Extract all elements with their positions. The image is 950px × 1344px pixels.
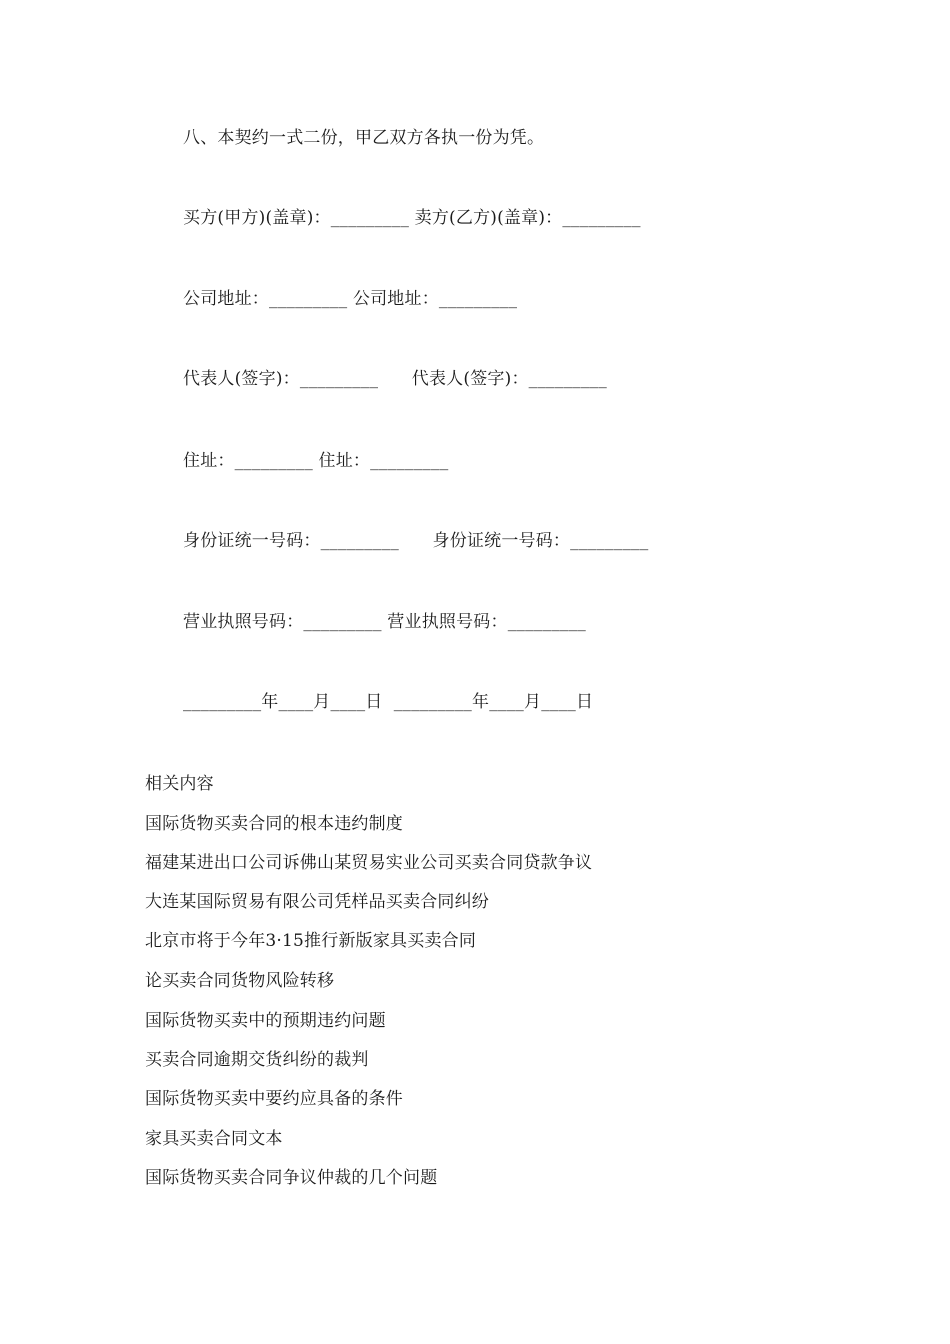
related-link[interactable]: 国际货物买卖中要约应具备的条件 (145, 1089, 403, 1109)
related-link[interactable]: 福建某进出口公司诉佛山某贸易实业公司买卖合同贷款争议 (145, 853, 593, 873)
signature-seal-line: 买方(甲方)(盖章)：_________ 卖方(乙方)(盖章)：_________ (183, 208, 641, 228)
related-link[interactable]: 论买卖合同货物风险转移 (145, 971, 335, 991)
company-address-line: 公司地址：_________ 公司地址：_________ (183, 289, 518, 309)
related-link[interactable]: 家具买卖合同文本 (145, 1129, 283, 1149)
date-line: _________年____月____日 _________年____月____日 (183, 692, 594, 712)
residence-line: 住址：_________ 住址：_________ (183, 451, 449, 471)
related-heading: 相关内容 (145, 774, 214, 794)
related-link[interactable]: 国际货物买卖合同争议仲裁的几个问题 (145, 1168, 438, 1188)
related-link[interactable]: 大连某国际贸易有限公司凭样品买卖合同纠纷 (145, 892, 489, 912)
related-link[interactable]: 国际货物买卖合同的根本违约制度 (145, 814, 403, 834)
representative-line: 代表人(签字)：_________ 代表人(签字)：_________ (183, 369, 607, 389)
related-link[interactable]: 国际货物买卖中的预期违约问题 (145, 1011, 386, 1031)
id-number-line: 身份证统一号码：_________ 身份证统一号码：_________ (183, 531, 649, 551)
related-link[interactable]: 买卖合同逾期交货纠纷的裁判 (145, 1050, 369, 1070)
related-link[interactable]: 北京市将于今年3·15推行新版家具买卖合同 (145, 931, 477, 951)
contract-clause-8: 八、本契约一式二份，甲乙双方各执一份为凭。 (183, 128, 545, 148)
license-number-line: 营业执照号码：_________ 营业执照号码：_________ (183, 612, 587, 632)
